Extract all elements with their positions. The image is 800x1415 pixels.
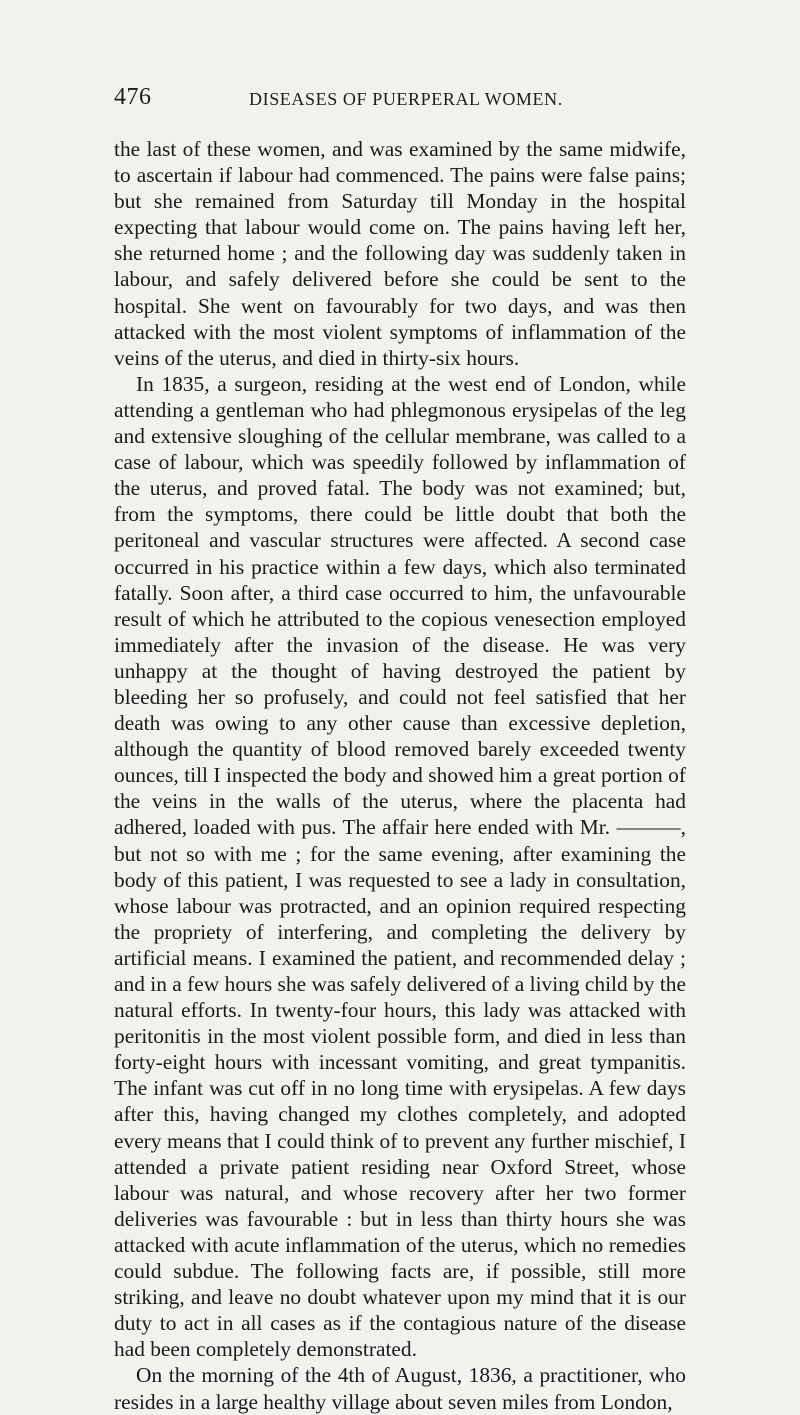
body-text [114, 136, 686, 1415]
running-head: DISEASES OF PUERPERAL WOMEN. [249, 89, 563, 109]
paragraph-3: On the morning of the 4th of August, 1836, a practitioner, who resides in a large healthy village about seven miles from London, [114, 1363, 686, 1414]
paragraph-2: In 1835, a surgeon, residing at the west end of London, while attending a gentleman who had phlegmonous erysipelas of the leg and extensive sloughing of the cellular membrane, was called to a case of labour, which was speedily followed by inflammation of the uterus, and proved fatal. The body was not examined; but, from the symptoms, there could be little doubt that both the peritoneal and vascular structures were affected. A second case occurred in his practice within a few days, which also terminated fatally. Soon after, a third case occurred to him, the unfavourable result of which he attributed to the copious venesection employed immediately after the invasion of the disease. He was very unhappy at the thought of having destroyed the patient by bleeding her so profusely, and could not feel satisfied that her death was owing to any other cause than excessive depletion, although the quantity of blood removed barely exceeded twenty ounces, till I inspected the body and showed him a great portion of the veins in the walls of the uterus, where the placenta had adhered, loaded with pus. The affair here ended with Mr. ———, but not so with me ; for the same evening, after examining the body of this patient, I was requested to see a lady in consultation, whose labour was protracted, and an opinion required respecting the propriety of interfering, and completing the delivery by artificial means. I examined the patient, and recommended delay ; and in a few hours she was safely delivered of a living child by the natural efforts. In twenty-four hours, this lady was attacked with peritonitis in the most violent possible form, and died in less than forty-eight hours with incessant vomiting, and great tympanitis. The infant was cut off in no long time with erysipelas. A few days after this, having changed my clothes completely, and adopted every means that I could think of to prevent any further mischief, I attended a private patient residing near Oxford Street, whose labour was natural, and whose recovery after her two former deliveries was favourable : but in less than thirty hours she was attacked with acute inflammation of the uterus, which no remedies could subdue. The following facts are, if possible, still more striking, and leave no doubt whatever upon my mind that it is our duty to act in all cases as if the contagious nature of the disease had been completely demonstrated. [114, 371, 686, 1362]
paragraph-1: the last of these women, and was examined by the same midwife, to ascertain if labour had commenced. The pains were false pains; but she remained from Saturday till Monday in the hospital expecting that labour would come on. The pains having left her, she returned home ; and the following day was suddenly taken in labour, and safely delivered before she could be sent to the hospital. She went on favourably for two days, and was then attacked with the most violent symptoms of inflammation of the veins of the uterus, and died in thirty-six hours. [114, 137, 686, 370]
page-header [114, 84, 686, 118]
page-number: 476 [114, 84, 152, 110]
